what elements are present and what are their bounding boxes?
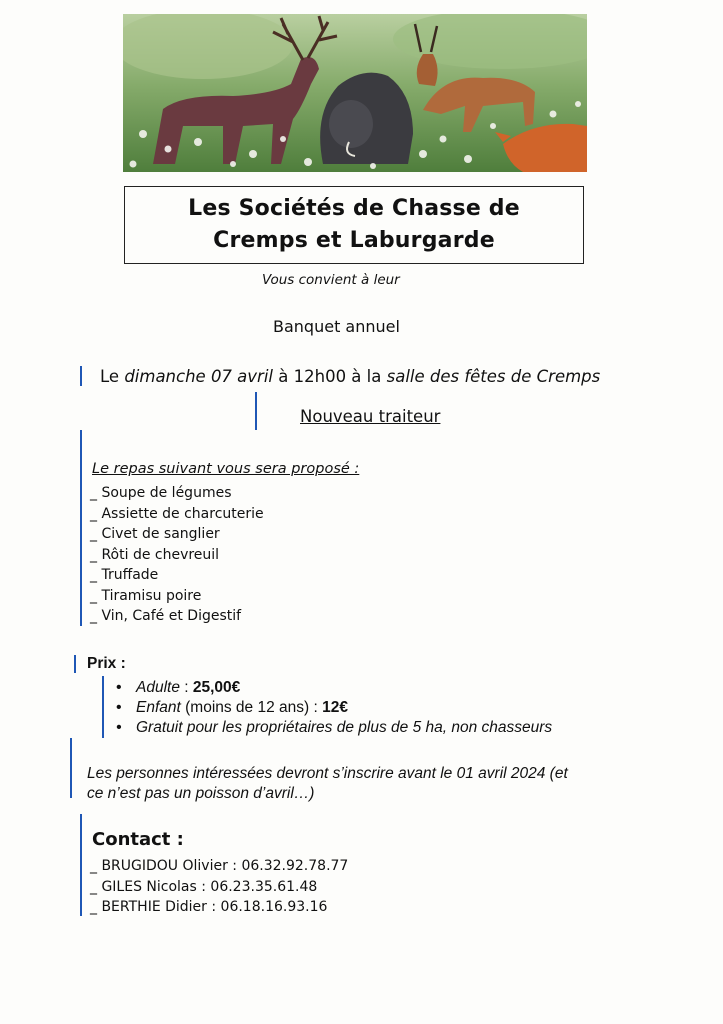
menu-item: _ Assiette de charcuterie	[90, 505, 264, 522]
prix-list-container	[114, 678, 552, 738]
date-line	[100, 367, 600, 386]
prix-heading: Prix :	[87, 655, 126, 672]
date-part-4: salle des fêtes de Cremps	[386, 367, 601, 386]
date-part-3: à 12h00 à la	[273, 367, 387, 386]
registration-line-1: Les personnes intéressées devront s’inscrire avant le 01 avril 2024 (et	[87, 765, 568, 782]
title-box	[124, 186, 584, 264]
menu-item: _ Vin, Café et Digestif	[90, 608, 242, 624]
date-part-1: Le	[100, 367, 125, 386]
menu-item: _ Soupe de légumes	[90, 485, 232, 501]
title-line-2: Cremps et Laburgarde	[213, 228, 495, 253]
contact-list	[90, 856, 348, 918]
menu-item: _ Rôti de chevreuil	[90, 546, 220, 563]
accent-bar	[80, 430, 82, 626]
caterer-text: Nouveau traiteur	[300, 407, 441, 426]
registration-line-2: ce n’est pas un poisson d’avril…)	[87, 785, 315, 802]
child-label: Enfant	[136, 699, 181, 716]
menu-heading: Le repas suivant vous sera proposé :	[92, 461, 360, 477]
menu-item: _ Civet de sanglier	[90, 526, 220, 542]
date-part-2: dimanche 07 avril	[124, 367, 274, 386]
registration-text	[87, 764, 568, 804]
event-name: Banquet annuel	[273, 317, 400, 336]
price-child	[114, 698, 552, 718]
adult-label: Adulte	[136, 679, 180, 696]
prix-list	[114, 678, 552, 738]
accent-bar	[74, 655, 76, 673]
contact-item: _ GILES Nicolas : 06.23.35.61.48	[90, 878, 318, 895]
adult-price: 25,00€	[192, 679, 241, 696]
contact-item: _ BERTHIE Didier : 06.18.16.93.16	[90, 899, 328, 915]
menu-item: _ Tiramisu poire	[90, 587, 202, 604]
child-note: (moins de 12 ans) :	[180, 699, 323, 716]
accent-bar	[255, 392, 257, 430]
child-price: 12€	[322, 699, 348, 716]
contact-item: _ BRUGIDOU Olivier : 06.32.92.78.77	[90, 858, 349, 874]
banner-image	[123, 14, 587, 172]
contact-heading: Contact :	[92, 829, 184, 850]
menu-list	[90, 483, 264, 627]
wildlife-illustration	[123, 14, 587, 172]
accent-bar	[102, 676, 104, 738]
accent-bar	[70, 738, 72, 798]
accent-bar	[80, 366, 82, 386]
price-adult	[114, 678, 552, 698]
adult-sep: :	[179, 679, 193, 696]
title-line-1: Les Sociétés de Chasse de	[188, 196, 520, 221]
invite-text: Vous convient à leur	[262, 272, 400, 288]
menu-item: _ Truffade	[90, 567, 159, 583]
price-free: • Gratuit pour les propriétaires de plus de 5 ha, non chasseurs	[114, 718, 552, 738]
accent-bar	[80, 814, 82, 916]
